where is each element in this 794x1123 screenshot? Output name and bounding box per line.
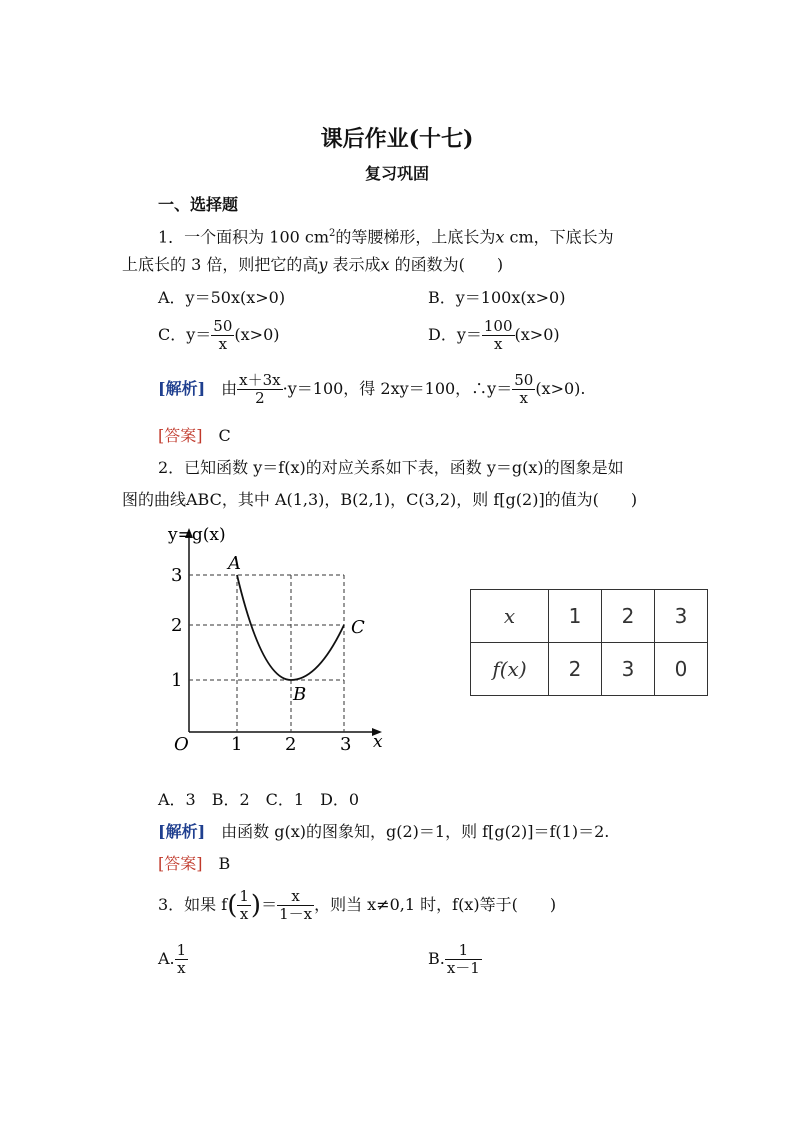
table-cell: 1 — [549, 590, 602, 643]
q3-stem: 3．如果 f( $\frac{1}{x}$ )＝ $\frac{x}{1-x}$ ，则当 x≠0,1 时，f(x)等于( ) — [158, 887, 557, 923]
x-tick-1: 1 — [231, 734, 243, 755]
answer-tag: [答案] — [158, 426, 203, 445]
q1-line2: 上底长的 3 倍，则把它的高y 表示成x 的函数为( ) — [122, 255, 504, 274]
dashed-grid — [189, 575, 344, 732]
analysis-tag: [解析] — [158, 822, 206, 841]
q2-line2: 图的曲线ABC，其中 A(1,3)，B(2,1)，C(3,2)，则 f[g(2)]的值为( ) — [122, 490, 638, 509]
q1-option-a: A．y＝50x(x>0) — [158, 288, 286, 307]
table-cell: 3 — [655, 590, 708, 643]
origin-label: O — [174, 734, 189, 755]
y-tick-3: 3 — [171, 565, 183, 586]
q2-analysis: [解析] 由函数 g(x)的图象知，g(2)＝1，则 f[g(2)]＝f(1)＝2. — [158, 822, 610, 841]
function-graph — [160, 520, 400, 760]
analysis-tag: [解析] — [158, 379, 206, 398]
x-tick-3: 3 — [340, 734, 352, 755]
page-title: 课后作业(十七) — [320, 126, 474, 152]
q3-option-a: A. $\frac{1}{x}$ — [158, 941, 187, 977]
y-axis-label: y=g(x) — [168, 525, 226, 545]
fx-table — [470, 589, 708, 696]
q1-line1: 1．一个面积为 100 $cm^2$的等腰梯形，上底长为x cm，下底长为 — [158, 227, 614, 247]
table-row — [471, 643, 708, 696]
q2-answer: [答案] B — [158, 854, 231, 873]
table-cell: 2 — [602, 590, 655, 643]
table-cell: 3 — [602, 643, 655, 696]
q2-options: A．3 B．2 C．1 D．0 — [158, 790, 360, 809]
point-c-label: C — [351, 617, 365, 638]
table-cell: 0 — [655, 643, 708, 696]
point-b-label: B — [293, 684, 307, 705]
q1-analysis: [解析] 由 $\frac{x+3x}{2}$ ·y＝100，得 2xy＝100，∴y＝ $\frac{50}{x}$ (x>0). — [158, 371, 586, 407]
table-cell: f(x) — [471, 643, 549, 696]
q2-line1: 2．已知函数 y＝f(x)的对应关系如下表，函数 y＝g(x)的图象是如 — [158, 458, 624, 477]
table-row — [471, 590, 708, 643]
section-heading: 一、选择题 — [158, 195, 239, 214]
point-a-label: A — [228, 553, 241, 574]
table-cell: 2 — [549, 643, 602, 696]
q3-option-b: B. $\frac{1}{x-1}$ — [428, 941, 480, 977]
q1-option-d: D．y＝ $\frac{100}{x}$ (x>0) — [428, 317, 560, 353]
x-tick-2: 2 — [285, 734, 297, 755]
y-tick-1: 1 — [171, 670, 183, 691]
x-axis-label: x — [373, 732, 383, 752]
table-cell: x — [471, 590, 549, 643]
y-tick-2: 2 — [171, 615, 183, 636]
q1-option-b: B．y＝100x(x>0) — [428, 288, 566, 307]
page-subtitle: 复习巩固 — [364, 164, 429, 183]
answer-tag: [答案] — [158, 854, 203, 873]
q1-answer: [答案] C — [158, 426, 231, 445]
q1-option-c: C．y＝ $\frac{50}{x}$ (x>0) — [158, 317, 280, 353]
